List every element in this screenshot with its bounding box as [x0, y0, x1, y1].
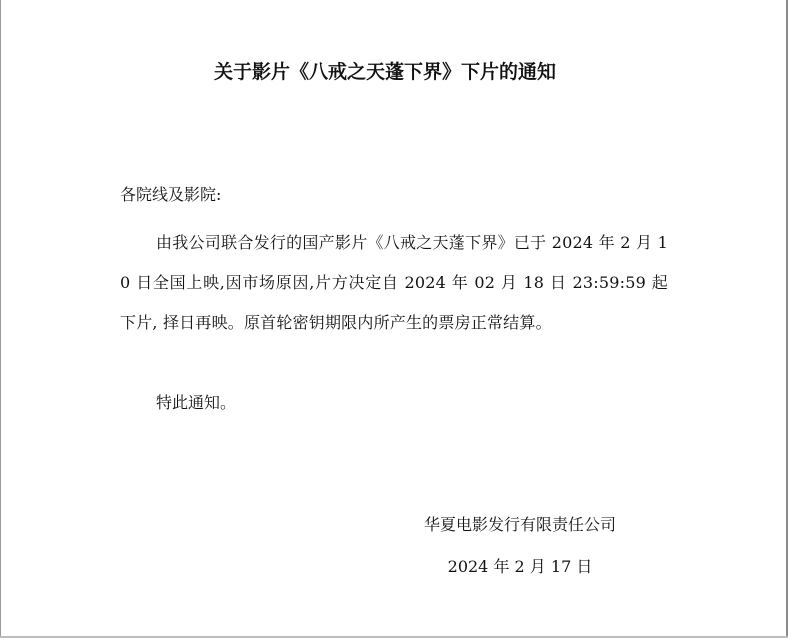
issuer-signature: 华夏电影发行有限责任公司	[423, 515, 616, 534]
notice-closing: 特此通知。	[156, 393, 237, 412]
page-edge-left	[0, 0, 1, 638]
notice-salutation: 各院线及影院:	[120, 185, 222, 204]
notice-body: 由我公司联合发行的国产影片《八戒之天蓬下界》已于 2024 年 2 月 10 日全国上映,因市场原因,片方决定自 2024 年 02 月 18 日 23:59:59 起下片, 择日再映。原首轮密钥期限内所产生的票房正常结算。	[120, 233, 668, 332]
issue-date: 2024 年 2 月 17 日	[447, 557, 593, 576]
notice-title: 关于影片《八戒之天蓬下界》下片的通知	[213, 61, 556, 83]
